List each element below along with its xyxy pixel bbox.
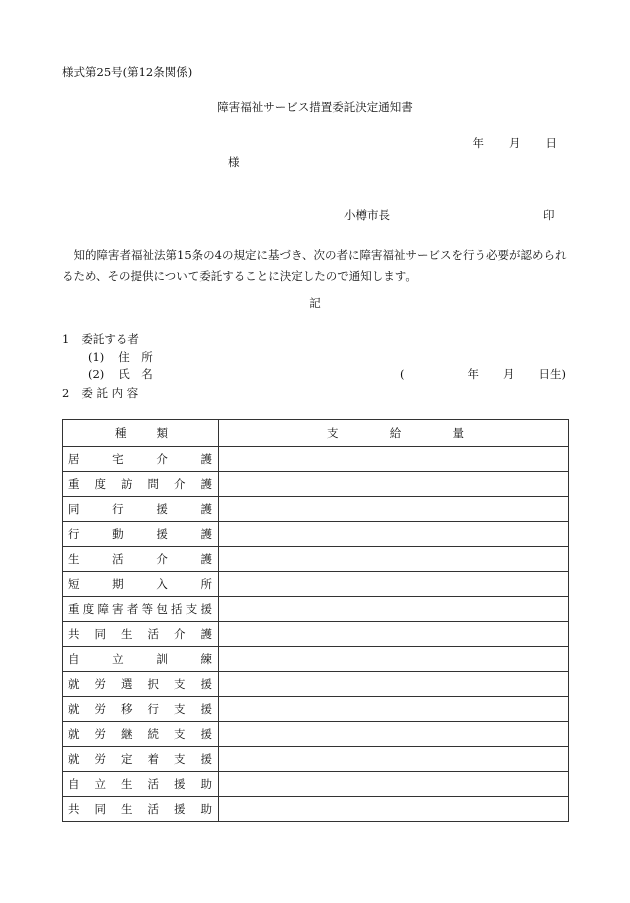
service-amount-cell <box>219 622 569 647</box>
table-row <box>63 747 569 772</box>
service-type-label: 行 動 援 護 <box>68 527 212 541</box>
service-amount-cell <box>219 697 569 722</box>
service-type-label: 重 度 障 害 者 等 包 括 支 援 <box>68 602 212 616</box>
service-type-cell <box>63 497 219 522</box>
service-type-cell <box>63 747 219 772</box>
name-number: (2) <box>88 367 105 381</box>
birth-open: ( <box>400 367 405 381</box>
service-amount-cell <box>219 747 569 772</box>
service-amount-cell <box>219 572 569 597</box>
service-type-cell <box>63 447 219 472</box>
birth-date <box>400 369 566 381</box>
service-type-label: 共 同 生 活 介 護 <box>68 627 212 641</box>
table-header-row <box>63 420 569 447</box>
birth-day: 日生) <box>538 367 566 381</box>
service-type-label: 就 労 定 着 支 援 <box>68 752 212 766</box>
address-number: (1) <box>88 350 105 364</box>
section2-heading <box>62 388 138 400</box>
service-amount-cell <box>219 647 569 672</box>
service-type-label: 自 立 訓 練 <box>68 652 212 666</box>
birth-month: 月 <box>503 367 515 381</box>
service-type-cell <box>63 797 219 822</box>
seal-mark: 印 <box>543 208 555 222</box>
service-type-cell <box>63 772 219 797</box>
date-day: 日 <box>545 136 557 150</box>
service-type-label: 自 立 生 活 援 助 <box>68 777 212 791</box>
service-amount-cell <box>219 547 569 572</box>
table-row <box>63 722 569 747</box>
service-type-cell <box>63 547 219 572</box>
service-type-cell <box>63 522 219 547</box>
service-type-label: 就 労 継 続 支 援 <box>68 727 212 741</box>
service-type-label: 就 労 移 行 支 援 <box>68 702 212 716</box>
table-row <box>63 622 569 647</box>
service-type-label: 同 行 援 護 <box>68 502 212 516</box>
service-type-cell <box>63 672 219 697</box>
service-type-label: 重 度 訪 問 介 護 <box>68 477 212 491</box>
service-type-label: 居 宅 介 護 <box>68 452 212 466</box>
service-amount-cell <box>219 797 569 822</box>
service-table <box>62 419 569 822</box>
address-label: 住 所 <box>118 350 153 364</box>
service-type-label: 就 労 選 択 支 援 <box>68 677 212 691</box>
table-row <box>63 547 569 572</box>
service-type-cell <box>63 622 219 647</box>
service-type-label: 生 活 介 護 <box>68 552 212 566</box>
notice-body: 知的障害者福祉法第15条の4の規定に基づき、次の者に障害福祉サービスを行う必要が認められるため、その提供について委託することに決定したので通知します。 <box>62 248 567 283</box>
service-type-cell <box>63 572 219 597</box>
birth-year: 年 <box>467 367 479 381</box>
name-line <box>88 369 153 381</box>
table-row <box>63 697 569 722</box>
table-row <box>63 772 569 797</box>
header-type: 種 類 <box>63 420 219 447</box>
service-type-cell <box>63 722 219 747</box>
table-row <box>63 572 569 597</box>
form-number: 様式第25号(第12条関係) <box>62 65 193 79</box>
table-row <box>63 672 569 697</box>
table-row <box>63 647 569 672</box>
section1-label: 委託する者 <box>81 332 139 346</box>
address-line <box>88 352 153 364</box>
table-row <box>63 597 569 622</box>
table-row <box>63 522 569 547</box>
document-title: 障害福祉サービス措置委託決定通知書 <box>217 100 413 114</box>
service-type-cell <box>63 597 219 622</box>
section1-number: 1 <box>62 332 70 346</box>
service-amount-cell <box>219 597 569 622</box>
header-amount: 支 給 量 <box>219 420 569 447</box>
table-row <box>63 447 569 472</box>
service-type-cell <box>63 472 219 497</box>
name-label: 氏 名 <box>118 367 153 381</box>
service-amount-cell <box>219 672 569 697</box>
service-amount-cell <box>219 497 569 522</box>
section2-label: 委 託 内 容 <box>81 386 139 400</box>
recipient-suffix: 様 <box>228 155 240 169</box>
section1-heading <box>62 334 139 346</box>
section2-number: 2 <box>62 386 70 400</box>
date-year: 年 <box>472 136 484 150</box>
service-amount-cell <box>219 447 569 472</box>
service-type-cell <box>63 697 219 722</box>
service-type-label: 共 同 生 活 援 助 <box>68 802 212 816</box>
service-amount-cell <box>219 722 569 747</box>
issuer-name: 小樽市長 <box>344 208 390 222</box>
date-month: 月 <box>509 136 521 150</box>
table-row <box>63 797 569 822</box>
ki-heading: 記 <box>309 296 321 310</box>
service-amount-cell <box>219 472 569 497</box>
table-row <box>63 497 569 522</box>
service-amount-cell <box>219 772 569 797</box>
service-type-label: 短 期 入 所 <box>68 577 212 591</box>
table-row <box>63 472 569 497</box>
issue-date <box>473 138 558 150</box>
service-amount-cell <box>219 522 569 547</box>
service-type-cell <box>63 647 219 672</box>
